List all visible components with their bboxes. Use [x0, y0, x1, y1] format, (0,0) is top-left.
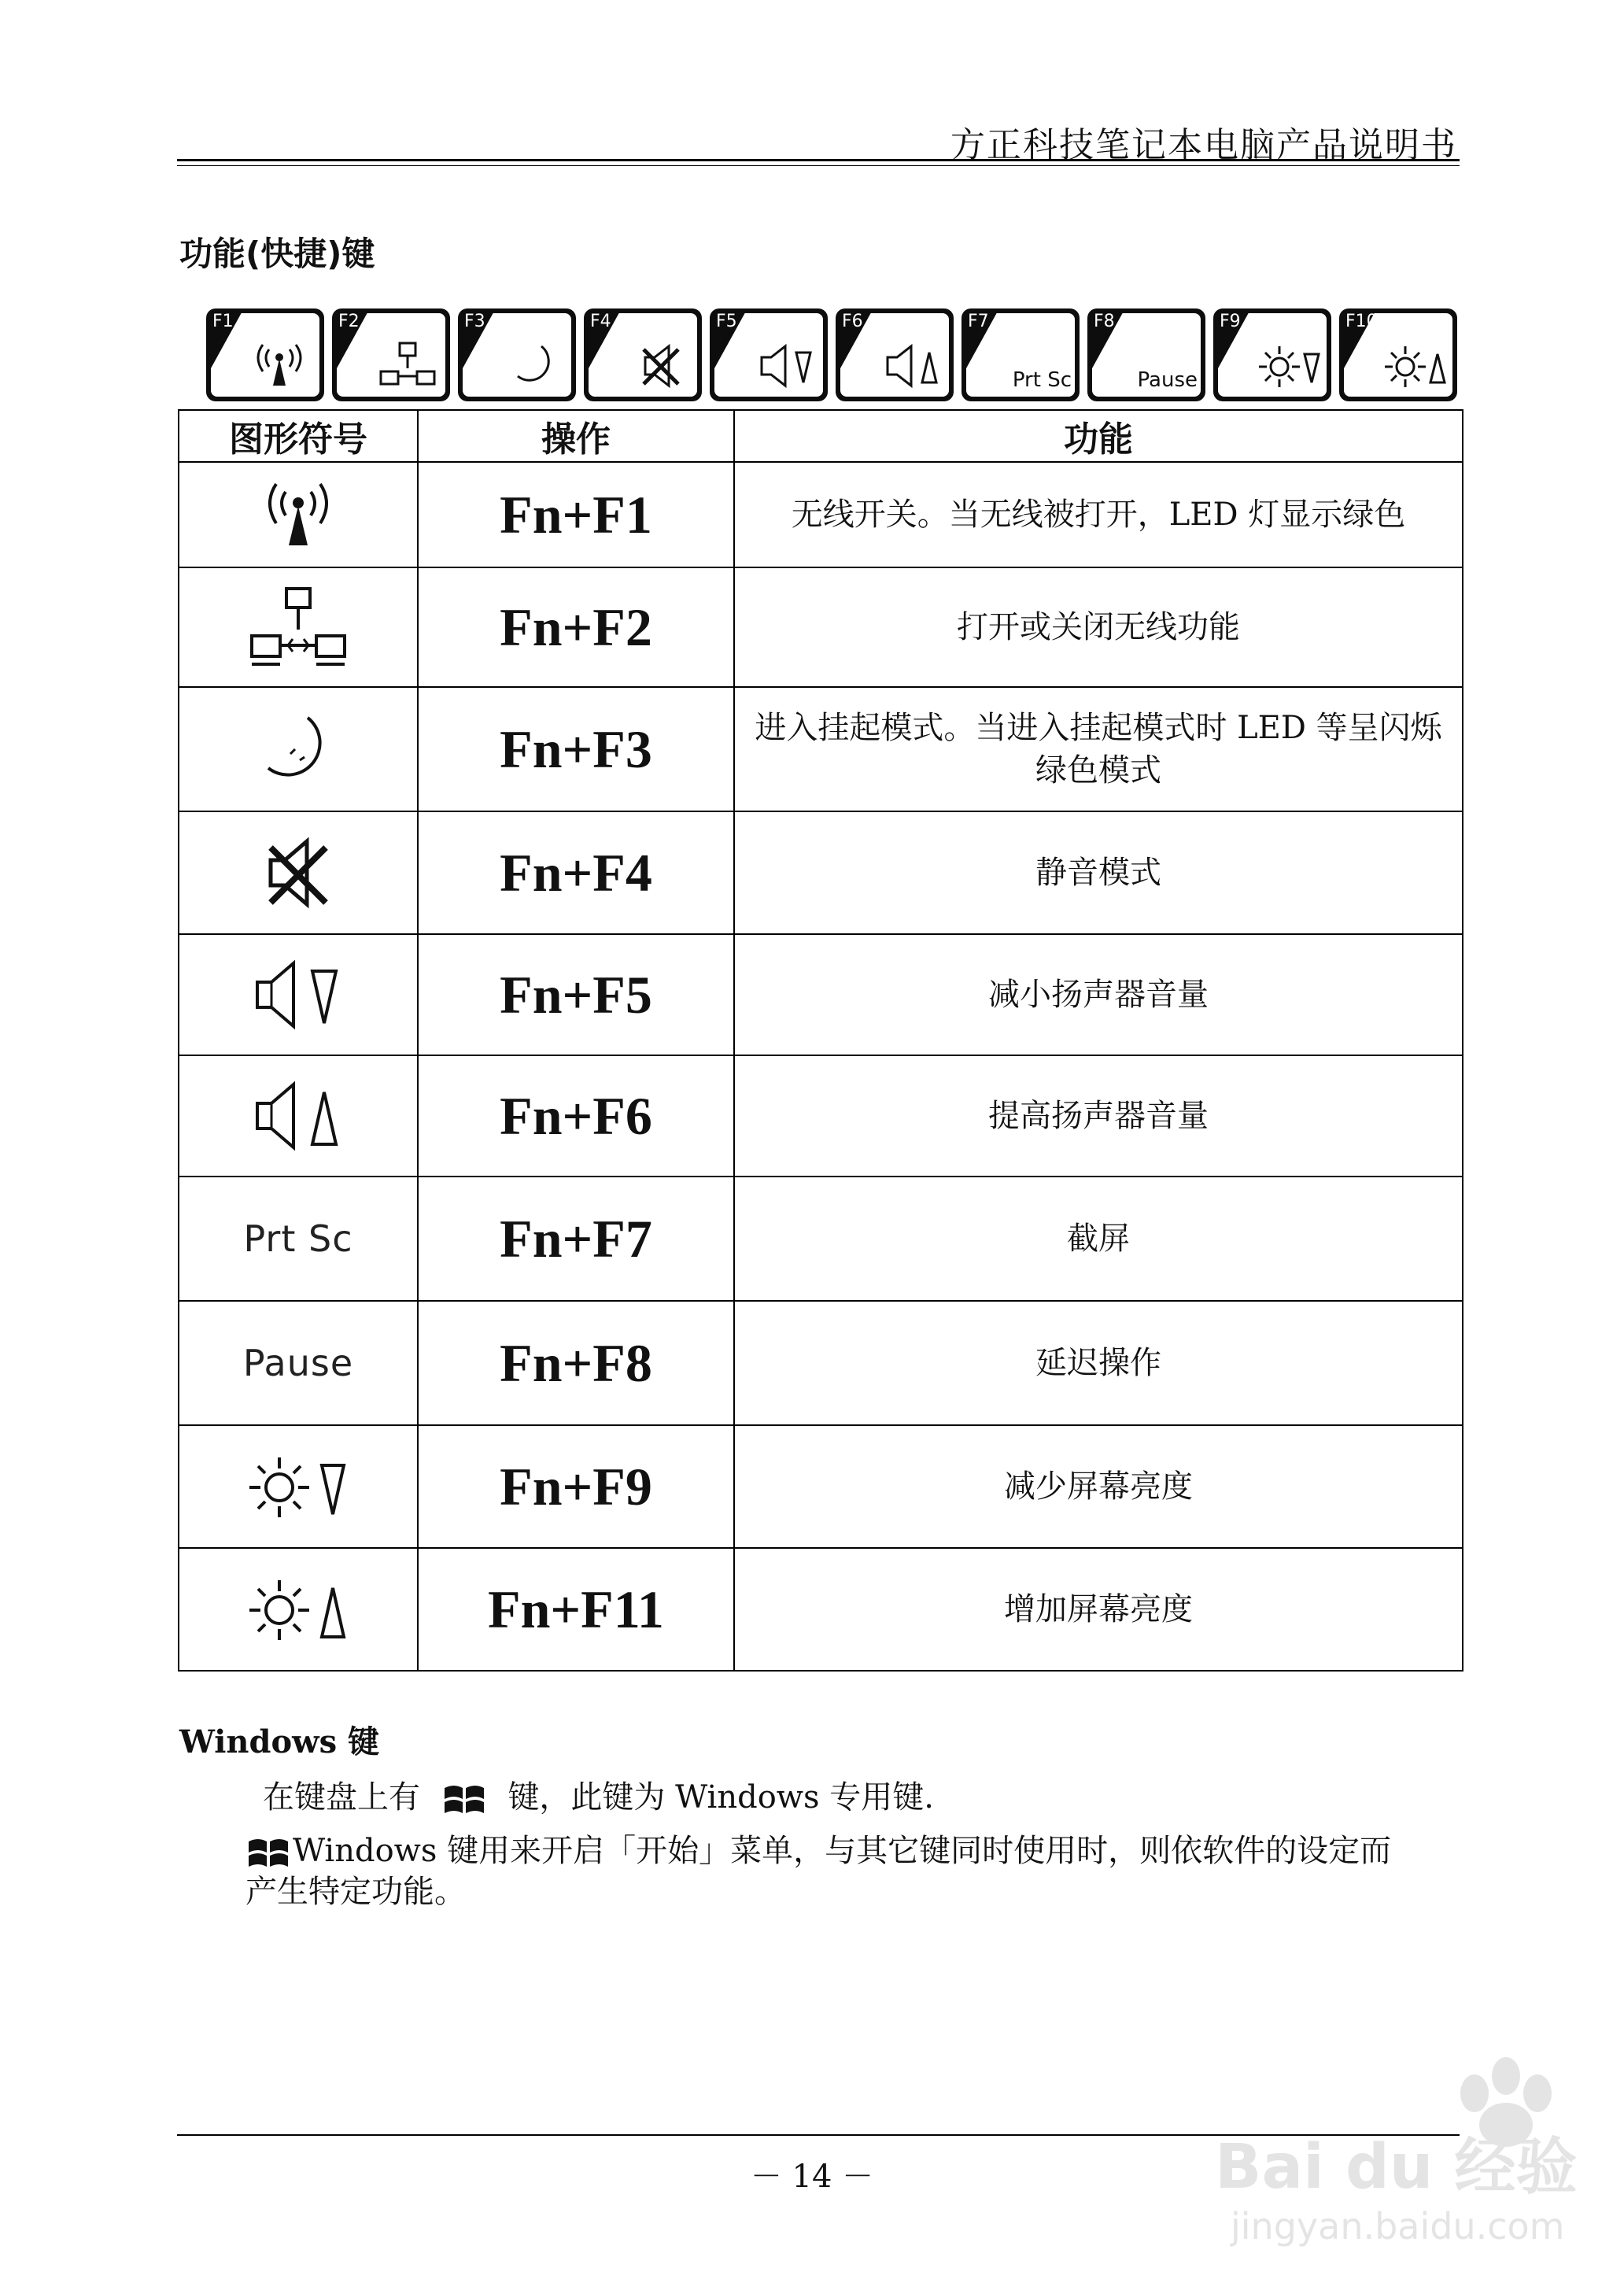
table-row: [179, 1177, 1463, 1301]
operation-cell: Fn+F7: [418, 1177, 734, 1301]
wireless-antenna-icon: [259, 479, 338, 550]
column-header-operation: 操作: [418, 410, 734, 462]
windows-logo-icon: [441, 1782, 487, 1818]
symbol-cell: [179, 462, 418, 567]
print-screen-label: Prt Sc: [1012, 368, 1072, 392]
text-segment: 键，此键为 Windows 专用键.: [507, 1779, 934, 1816]
table-row: [179, 462, 1463, 567]
key-f3: [458, 308, 576, 401]
operation-cell: Fn+F9: [418, 1425, 734, 1548]
function-cell: 静音模式: [734, 811, 1463, 934]
operation-cell: Fn+F8: [418, 1301, 734, 1425]
key-f2: [332, 308, 450, 401]
network-icon: [247, 584, 349, 670]
function-key-strip: [206, 308, 1457, 403]
table-row: [179, 934, 1463, 1055]
key-label: F2: [338, 312, 360, 331]
function-cell: 减小扬声器音量: [734, 934, 1463, 1055]
operation-cell: Fn+F6: [418, 1055, 734, 1177]
symbol-cell: [179, 1177, 418, 1301]
brightness-up-icon: [1382, 342, 1449, 390]
section-heading: 功能(快捷)键: [179, 235, 375, 273]
function-cell: 延迟操作: [734, 1301, 1463, 1425]
function-cell: 打开或关闭无线功能: [734, 567, 1463, 687]
function-cell: 截屏: [734, 1177, 1463, 1301]
key-f1: [206, 308, 324, 401]
watermark-url: jingyan.baidu.com: [1231, 2205, 1565, 2248]
key-label: F10: [1345, 312, 1378, 331]
key-f8: [1087, 308, 1205, 401]
column-header-symbol: 图形符号: [179, 410, 418, 462]
key-f5: [710, 308, 828, 401]
moon-icon: [259, 710, 338, 789]
wireless-antenna-icon: [252, 342, 307, 389]
key-f4: [584, 308, 702, 401]
key-label: F6: [842, 312, 863, 331]
baidu-jingyan-watermark: [1207, 2038, 1577, 2251]
pause-label: Pause: [242, 1342, 354, 1384]
document-header-title: 方正科技笔记本电脑产品说明书: [950, 125, 1457, 165]
table-row: [179, 1055, 1463, 1177]
symbol-cell: [179, 1055, 418, 1177]
windows-key-paragraph-2-continued: 产生特定功能。: [245, 1874, 466, 1910]
pause-label: Pause: [1137, 368, 1198, 392]
volume-down-icon: [251, 957, 345, 1032]
function-key-table: [178, 409, 1463, 1672]
brightness-up-icon: [243, 1574, 353, 1645]
table-row: [179, 811, 1463, 934]
function-cell: 增加屏幕亮度: [734, 1548, 1463, 1671]
function-cell: 提高扬声器音量: [734, 1055, 1463, 1177]
function-cell: 无线开关。当无线被打开，LED 灯显示绿色: [734, 462, 1463, 567]
baidu-paw-logo: [1207, 2038, 1577, 2251]
page-number: － 14 －: [750, 2159, 874, 2195]
operation-cell: Fn+F5: [418, 934, 734, 1055]
watermark-brand: Bai du 经验: [1215, 2132, 1577, 2203]
key-label: F8: [1094, 312, 1115, 331]
key-f6: [836, 308, 954, 401]
function-cell: 进入挂起模式。当进入挂起模式时 LED 等呈闪烁绿色模式: [734, 687, 1463, 811]
table-row: [179, 1425, 1463, 1548]
symbol-cell: [179, 1548, 418, 1671]
function-cell: 减少屏幕亮度: [734, 1425, 1463, 1548]
symbol-cell: [179, 811, 418, 934]
key-label: F3: [464, 312, 485, 331]
text-segment: 在键盘上有: [263, 1779, 420, 1816]
key-f9: [1213, 308, 1331, 401]
table-header-row: [179, 410, 1463, 462]
volume-up-icon: [251, 1078, 345, 1154]
print-screen-label: Prt Sc: [243, 1217, 353, 1260]
operation-cell: Fn+F3: [418, 687, 734, 811]
table-row: [179, 1548, 1463, 1671]
header-rule-thin: [177, 165, 1460, 166]
volume-up-icon: [883, 342, 943, 390]
volume-down-icon: [757, 342, 817, 390]
symbol-cell: [179, 1425, 418, 1548]
key-f7: [961, 308, 1080, 401]
operation-cell: Fn+F2: [418, 567, 734, 687]
table-row: [179, 567, 1463, 687]
moon-icon: [511, 342, 559, 389]
operation-cell: Fn+F4: [418, 811, 734, 934]
key-label: F7: [968, 312, 989, 331]
header-rule: [177, 159, 1460, 161]
brightness-down-icon: [243, 1451, 353, 1522]
key-label: F9: [1220, 312, 1241, 331]
symbol-cell: [179, 687, 418, 811]
network-icon: [378, 340, 439, 392]
key-label: F4: [590, 312, 611, 331]
symbol-cell: [179, 1301, 418, 1425]
windows-key-paragraph-2: [245, 1826, 1461, 1871]
key-label: F1: [212, 312, 234, 331]
column-header-function: 功能: [734, 410, 1463, 462]
key-label: F5: [716, 312, 737, 331]
text-segment: Windows 键用来开启「开始」菜单，与其它键同时使用时，则依软件的设定而: [293, 1833, 1392, 1869]
windows-key-paragraph-1: [263, 1772, 934, 1818]
brightness-down-icon: [1256, 342, 1323, 390]
symbol-cell: [179, 934, 418, 1055]
operation-cell: Fn+F1: [418, 462, 734, 567]
table-row: [179, 1301, 1463, 1425]
mute-icon: [263, 835, 334, 911]
table-row: [179, 687, 1463, 811]
windows-key-heading: Windows 键: [179, 1723, 380, 1760]
key-f10: [1339, 308, 1457, 401]
mute-icon: [639, 342, 683, 390]
operation-cell: Fn+F11: [418, 1548, 734, 1671]
symbol-cell: [179, 567, 418, 687]
